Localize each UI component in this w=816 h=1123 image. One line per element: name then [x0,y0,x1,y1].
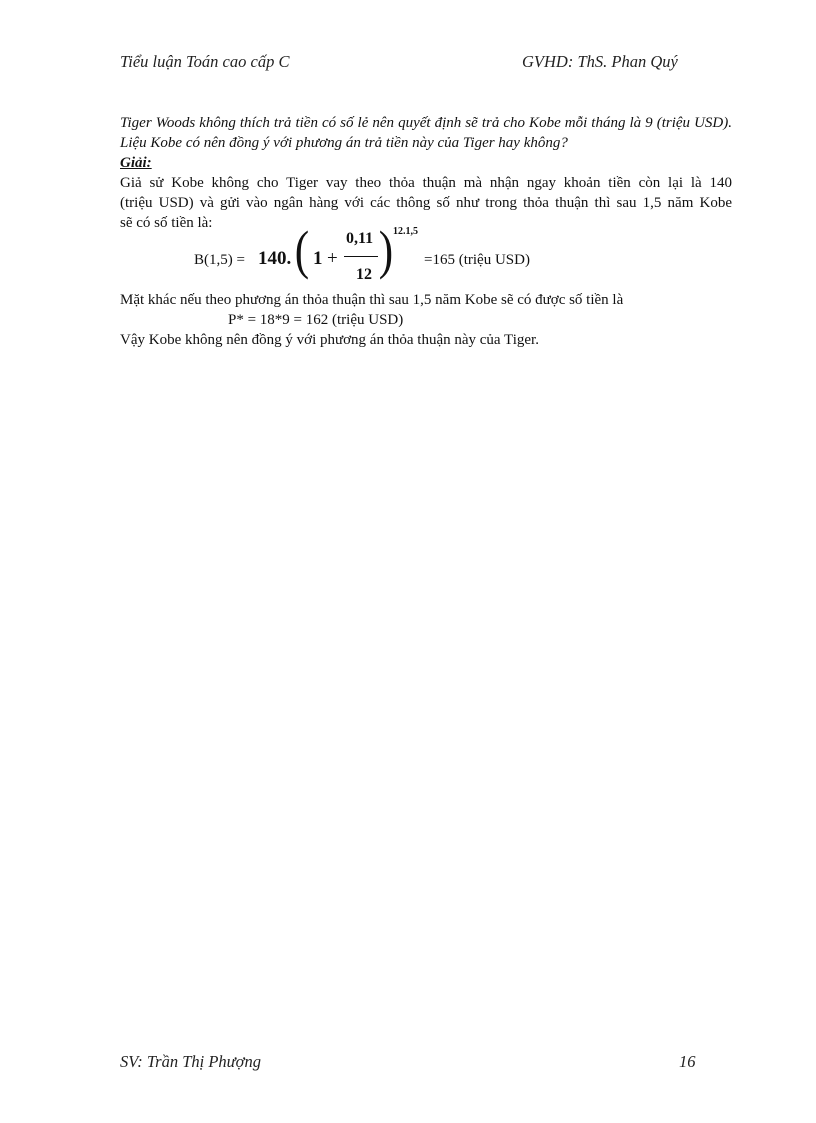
paragraph-line: Giả sử Kobe không cho Tiger vay theo thỏa thuận mà nhận ngay khoản tiền còn lại là 140 [120,175,732,191]
solution-paragraph [120,173,732,233]
formula-exponent: 12.1,5 [393,226,418,237]
page-number: 16 [679,1052,696,1071]
formula-principal: 140. [258,248,292,269]
comparison-paragraph: Mặt khác nếu theo phương án thỏa thuận thì sau 1,5 năm Kobe sẽ có được số tiền là [120,292,624,308]
left-parenthesis: ( [294,220,310,280]
fraction-bar [344,256,378,257]
header-instructor: GVHD: ThS. Phan Quý [522,52,678,71]
right-parenthesis: ) [378,220,394,280]
problem-statement: Tiger Woods không thích trả tiền có số lẻ nên quyết định sẽ trả cho Kobe mỗi tháng là 9 (triệu USD). Liệu Kobe có nên đồng ý với phương án trả tiền này của Tiger hay không? [120,115,732,151]
fraction-numerator: 0,11 [346,230,374,247]
formula-plus: + [327,248,338,269]
compound-interest-formula [194,220,530,290]
fraction-denominator: 12 [356,266,372,283]
footer-student: SV: Trần Thị Phượng [120,1052,261,1071]
paragraph-line: (triệu USD) và gửi vào ngân hàng với các thông số như trong thỏa thuận thì sau 1,5 năm Kobe [120,195,732,211]
payment-formula: P* = 18*9 = 162 (triệu USD) [228,312,404,328]
header-title: Tiểu luận Toán cao cấp C [120,52,290,71]
formula-result: =165 (triệu USD) [424,252,530,268]
conclusion-paragraph: Vậy Kobe không nên đồng ý với phương án thỏa thuận này của Tiger. [120,332,539,348]
solution-label: Giải: [120,155,152,171]
formula-lhs: B(1,5) = [194,252,245,268]
paragraph-line: sẽ có số tiền là: [120,215,213,231]
formula-one: 1 [313,248,323,269]
